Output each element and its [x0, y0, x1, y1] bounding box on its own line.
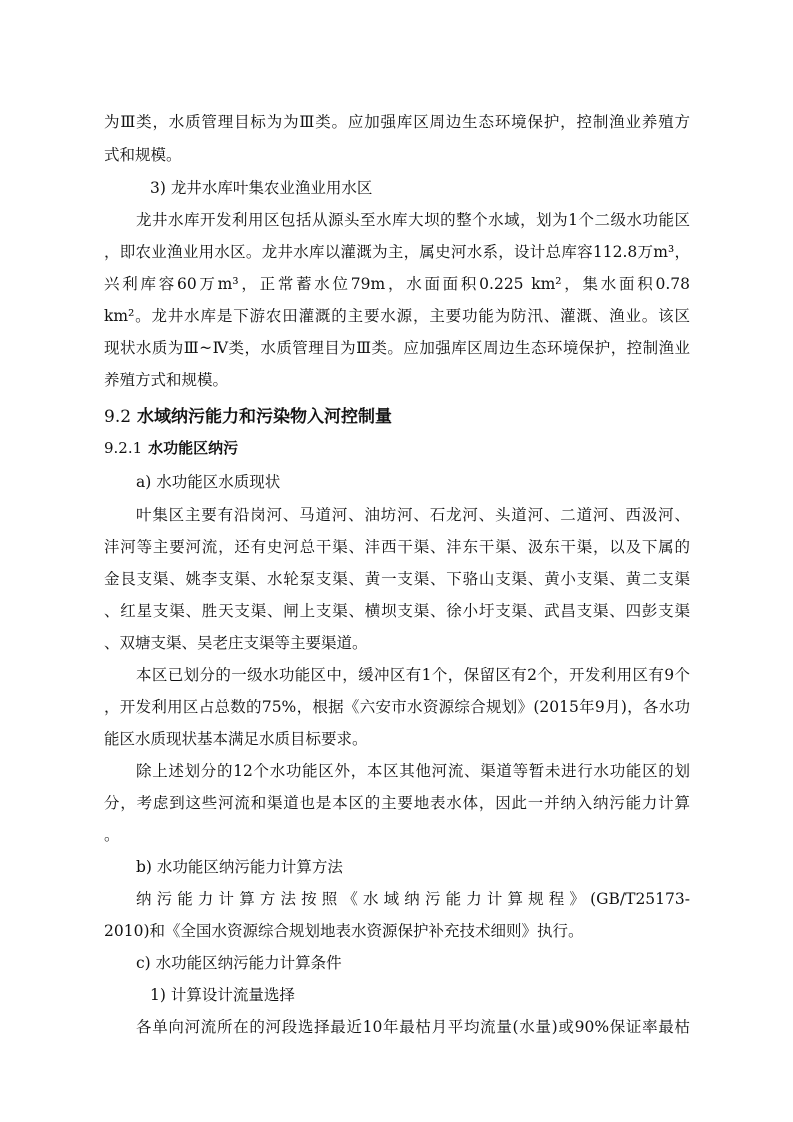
paragraph-line: 现状水质为Ⅲ~Ⅳ类，水质管理目为Ⅲ类。应加强库区周边生态环境保护，控制渔业	[104, 339, 690, 357]
paragraph-line: 本区已划分的一级水功能区中，缓冲区有1个，保留区有2个，开发利用区有9个	[136, 666, 690, 684]
item-heading: 3) 龙井水库叶集农业渔业用水区	[150, 179, 373, 197]
paragraph-line: 、红星支渠、胜天支渠、闸上支渠、横坝支渠、徐小圩支渠、武昌支渠、四彭支渠	[104, 602, 690, 620]
paragraph-line: 能区水质现状基本满足水质目标要求。	[104, 730, 368, 748]
paragraph-line: 分，考虑到这些河流和渠道也是本区的主要地表水体，因此一并纳入纳污能力计算	[104, 794, 690, 812]
paragraph-line: 。	[104, 826, 120, 844]
paragraph-line: 各单向河流所在的河段选择最近10年最枯月平均流量(水量)或90%保证率最枯	[136, 1018, 690, 1036]
item-heading: b) 水功能区纳污能力计算方法	[136, 858, 343, 876]
subsection-number: 9.2.1	[104, 439, 143, 457]
item-heading: c) 水功能区纳污能力计算条件	[136, 954, 342, 972]
paragraph-line: 兴利库容60万m³，正常蓄水位79m，水面面积0.225 km²，集水面积0.78	[104, 275, 690, 293]
paragraph-line: 除上述划分的12个水功能区外，本区其他河流、渠道等暂未进行水功能区的划	[136, 762, 690, 780]
item-heading: a) 水功能区水质现状	[136, 473, 281, 491]
paragraph-line: 式和规模。	[104, 146, 182, 164]
subsection-heading	[104, 437, 238, 458]
paragraph-line: 叶集区主要有沿岗河、马道河、油坊河、石龙河、头道河、二道河、西汲河、	[136, 506, 690, 524]
paragraph-line: 金艮支渠、姚李支渠、水轮泵支渠、黄一支渠、下骆山支渠、黄小支渠、黄二支渠	[104, 570, 690, 588]
paragraph-line: ，即农业渔业用水区。龙井水库以灌溉为主，属史河水系，设计总库容112.8万m³，	[104, 243, 690, 261]
paragraph-line: 纳污能力计算方法按照《水域纳污能力计算规程》(GB/T25173-	[136, 890, 690, 908]
paragraph-line: 2010)和《全国水资源综合规划地表水资源保护补充技术细则》执行。	[104, 922, 584, 940]
subsection-title: 水功能区纳污	[148, 439, 239, 457]
paragraph-line: 养殖方式和规模。	[104, 371, 229, 389]
paragraph-line: 为Ⅲ类，水质管理目标为为Ⅲ类。应加强库区周边生态环境保护，控制渔业养殖方	[104, 113, 690, 131]
paragraph-line: km²。龙井水库是下游农田灌溉的主要水源，主要功能为防汛、灌溉、渔业。该区	[104, 307, 690, 325]
paragraph-line: 、双塘支渠、吴老庄支渠等主要渠道。	[104, 634, 368, 652]
paragraph-line: 沣河等主要河流，还有史河总干渠、沣西干渠、沣东干渠、汲东干渠，以及下属的	[104, 538, 690, 556]
section-heading	[104, 402, 392, 427]
item-heading: 1) 计算设计流量选择	[150, 986, 295, 1004]
paragraph-line: ，开发利用区占总数的75%，根据《六安市水资源综合规划》(2015年9月)，各水功	[104, 698, 690, 716]
section-title: 水域纳污能力和污染物入河控制量	[137, 407, 393, 427]
paragraph-line: 龙井水库开发利用区包括从源头至水库大坝的整个水域，划为1个二级水功能区	[136, 211, 690, 229]
section-number: 9.2	[104, 407, 132, 427]
